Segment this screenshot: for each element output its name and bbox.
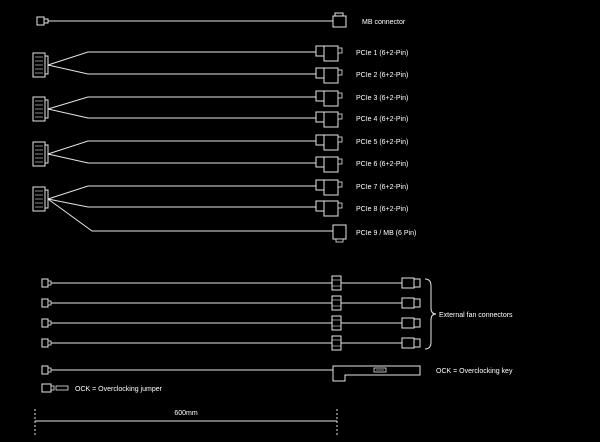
pcie-connector-4	[316, 112, 342, 127]
mb-cable	[37, 13, 406, 27]
pcie-connector-7	[316, 180, 342, 195]
length-dimension	[35, 409, 337, 437]
pcie-connector-2	[316, 68, 342, 83]
pcie-7-label: PCIe 7 (6+2-Pin)	[356, 184, 409, 191]
pcie-2-label: PCIe 2 (6+2-Pin)	[356, 72, 409, 79]
pcie-8-label: PCIe 8 (6+2-Pin)	[356, 206, 409, 213]
fan-cables	[42, 276, 513, 350]
pcie-5-label: PCIe 5 (6+2-Pin)	[356, 139, 409, 146]
fan-cable-3	[42, 316, 420, 330]
pcie-6-label: PCIe 6 (6+2-Pin)	[356, 161, 409, 168]
pcie-cable-group-4	[33, 180, 416, 242]
pcie-connector-1	[316, 46, 342, 61]
pcie-connector-3	[316, 91, 342, 106]
pcie-9-label: PCIe 9 / MB (6 Pin)	[356, 230, 417, 237]
fan-cable-4	[42, 336, 420, 350]
pcie-connector-6	[316, 157, 342, 172]
pcie-cable-group-1	[33, 46, 408, 83]
pcie-connector-5	[316, 135, 342, 150]
fan-cable-2	[42, 296, 420, 310]
external-fan-label: External fan connectors	[439, 312, 513, 319]
mb-connector-label: MB connector	[362, 19, 406, 26]
ock-jumper	[42, 384, 163, 393]
pcie-cable-group-2	[33, 91, 408, 127]
fan-cable-1	[42, 276, 420, 290]
ock-key-cable	[42, 366, 513, 381]
ock-jumper-label: OCK = Overclocking jumper	[75, 386, 162, 393]
pcie-3-label: PCIe 3 (6+2-Pin)	[356, 95, 409, 102]
pcie-connector-8	[316, 201, 342, 216]
pcie-1-label: PCIe 1 (6+2-Pin)	[356, 50, 409, 57]
length-label: 600mm	[174, 410, 198, 417]
ock-key-label: OCK = Overclocking key	[436, 368, 513, 375]
pcie-cable-group-3	[33, 135, 408, 172]
pcie-connector-9	[333, 225, 346, 242]
fan-bracket	[425, 279, 436, 349]
pcie-4-label: PCIe 4 (6+2-Pin)	[356, 116, 409, 123]
